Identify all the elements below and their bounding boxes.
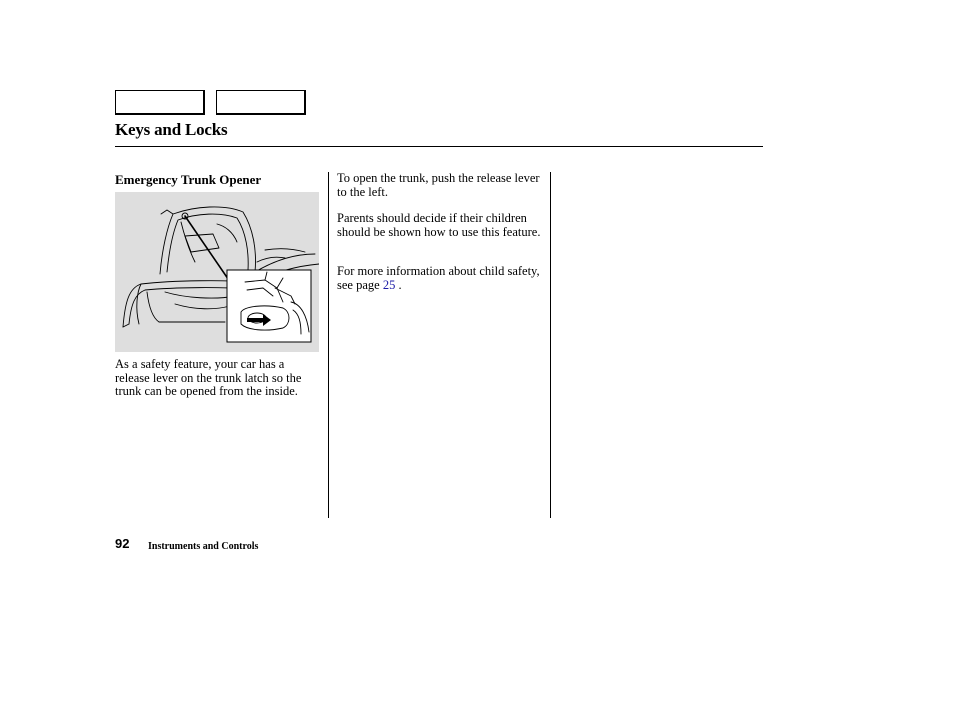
title-divider	[115, 146, 763, 147]
child-safety-text: For more information about child safety, see page	[337, 264, 540, 292]
page-number: 92	[115, 536, 130, 551]
nav-prev-button[interactable]	[115, 90, 205, 115]
safety-feature-paragraph: As a safety feature, your car has a release lever on the trunk latch so the trunk can be opened from the inside.	[115, 357, 302, 398]
page-25-link[interactable]: 25	[382, 277, 396, 292]
page-title: Keys and Locks	[115, 120, 228, 139]
child-safety-paragraph	[337, 265, 547, 292]
open-trunk-paragraph: To open the trunk, push the release lever to the left.	[337, 171, 540, 199]
trunk-illustration-drawing	[115, 192, 319, 352]
column-divider-left	[328, 172, 329, 518]
column-divider-right	[550, 172, 551, 518]
parents-paragraph: Parents should decide if their children should be shown how to use this feature.	[337, 211, 541, 239]
nav-next-button[interactable]	[216, 90, 306, 115]
trunk-release-illustration	[115, 192, 319, 352]
section-heading: Emergency Trunk Opener	[115, 172, 262, 187]
child-safety-suffix: .	[395, 277, 402, 292]
footer-section-name: Instruments and Controls	[148, 541, 259, 552]
